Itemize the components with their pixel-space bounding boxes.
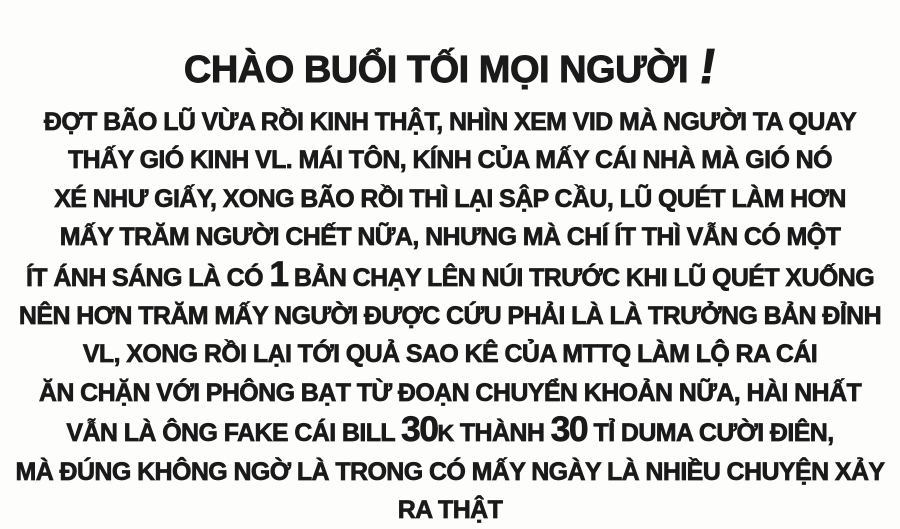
- text-line: RA THẬT: [397, 496, 503, 525]
- big-number-30: 30: [550, 409, 588, 450]
- text-line: VL, XONG RỒI LẠI TỚI QUẢ SAO KÊ CỦA MTTQ LÀM LỘ RA CÁI: [82, 340, 818, 369]
- greeting-title-text: CHÀO BUỔI TỐI MỌI NGƯỜI: [183, 49, 689, 91]
- exclamation-mark: !: [695, 39, 721, 94]
- thousand-suffix: K: [437, 420, 454, 447]
- text-line: NÊN HƠN TRĂM MẤY NGƯỜI ĐƯỢC CỨU PHẢI LÀ LÀ TRƯỞNG BẢN ĐỈNH: [18, 302, 882, 331]
- text-line: ĐỢT BÃO LŨ VỪA RỒI KINH THẬT, NHÌN XEM VID MÀ NGƯỜI TA QUAY: [43, 108, 857, 136]
- big-number-30k: 30: [400, 409, 438, 450]
- text-line: MẤY TRĂM NGƯỜI CHẾT NỮA, NHƯNG MÀ CHÍ ÍT THÌ VẪN CÓ MỘT: [59, 223, 841, 252]
- text-segment: BẢN CHẠY LÊN NÚI TRƯỚC KHI LŨ QUÉT XUỐNG: [287, 263, 875, 292]
- text-line: THẤY GIÓ KINH VL. MÁI TÔN, KÍNH CỦA MẤY CÁI NHÀ MÀ GIÓ NÓ: [68, 146, 832, 175]
- text-segment: ÍT ÁNH SÁNG LÀ CÓ: [25, 263, 270, 292]
- text-line: ĂN CHẶN VỚI PHÔNG BẠT TỪ ĐOẠN CHUYỂN KHOẢN NỮA, HÀI NHẤT: [38, 378, 862, 407]
- text-segment: THÀNH: [453, 419, 551, 448]
- greeting-title: [0, 36, 900, 100]
- big-number-one: 1: [269, 253, 288, 294]
- text-segment: TỈ DUMA CƯỜI ĐIÊN,: [587, 419, 834, 448]
- text-line: MÀ ĐÚNG KHÔNG NGỜ LÀ TRONG CÓ MẤY NGÀY LÀ NHIỀU CHUYỆN XẢY: [15, 457, 885, 486]
- text-line: XÉ NHƯ GIẤY, XONG BÃO RỒI THÌ LẠI SẬP CẦU, LŨ QUÉT LÀM HƠN: [54, 184, 846, 213]
- text-segment: VẪN LÀ ÔNG FAKE CÁI BILL: [66, 419, 401, 448]
- text-line: [0, 253, 900, 297]
- text-line: [0, 409, 900, 452]
